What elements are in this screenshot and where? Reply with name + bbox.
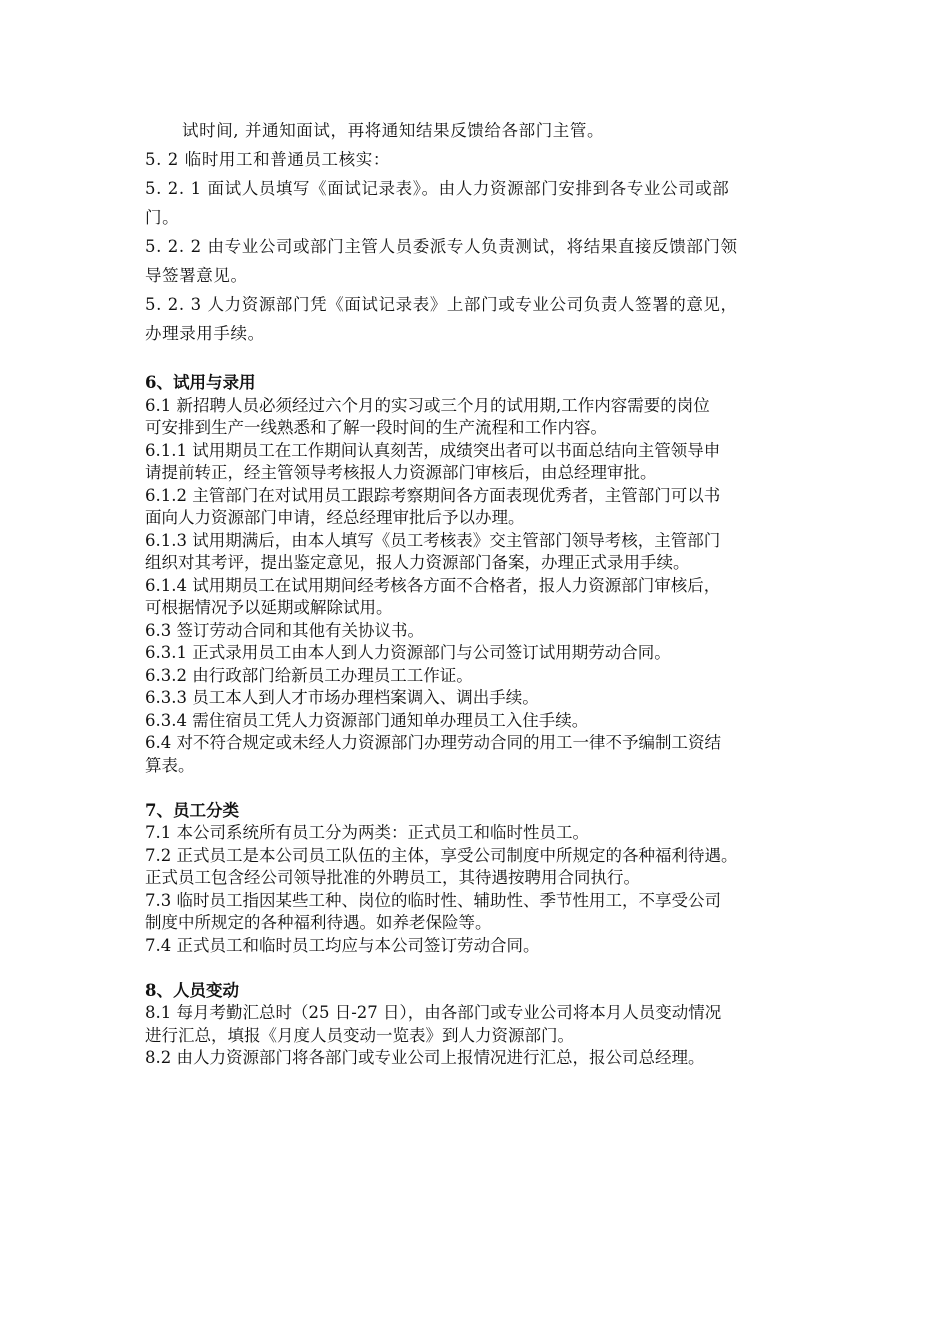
paragraph-5-1-tail: 试时间, 并通知面试，再将通知结果反馈给各部门主管。	[182, 121, 605, 140]
item-line: 6.1 新招聘人员必须经过六个月的实习或三个月的试用期,工作内容需要的岗位	[145, 395, 710, 415]
paragraph-line: 办理录用手续。	[145, 324, 265, 343]
item-7-1: 7.1 本公司系统所有员工分为两类：正式员工和临时性员工。	[145, 823, 589, 842]
paragraph-line: 导签署意见。	[145, 266, 248, 285]
item-6-4	[145, 732, 825, 777]
section-6-heading: 6、试用与录用	[145, 373, 256, 392]
paragraph-5-2-3	[145, 290, 825, 348]
item-line: 进行汇总，填报《月度人员变动一览表》到人力资源部门。	[145, 1025, 574, 1045]
item-line: 可根据情况予以延期或解除试用。	[145, 598, 393, 617]
item-line: 6.1.4 试用期员工在试用期间经考核各方面不合格者，报人力资源部门审核后，	[145, 575, 721, 595]
section-8	[145, 980, 825, 1070]
item-6-1-3	[145, 530, 825, 575]
item-line: 请提前转正，经主管领导考核报人力资源部门审核后，由总经理审批。	[145, 463, 657, 482]
paragraph-line: 5. 2. 1 面试人员填写《面试记录表》。由人力资源部门安排到各专业公司或部	[145, 179, 730, 198]
heading-5-2: 5. 2 临时用工和普通员工核实：	[145, 150, 390, 169]
section-7	[145, 800, 825, 958]
item-7-3	[145, 890, 825, 935]
section-6	[145, 372, 825, 777]
item-line: 6.1.1 试用期员工在工作期间认真刻苦，成绩突出者可以书面总结向主管领导申	[145, 440, 721, 460]
item-line: 可安排到生产一线熟悉和了解一段时间的生产流程和工作内容。	[145, 418, 607, 437]
item-7-2	[145, 845, 825, 890]
item-8-1	[145, 1002, 825, 1047]
item-6-3: 6.3 签订劳动合同和其他有关协议书。	[145, 620, 424, 640]
main-content	[145, 372, 825, 1092]
item-6-3-1: 6.3.1 正式录用员工由本人到人力资源部门与公司签订试用期劳动合同。	[145, 643, 671, 662]
item-line: 组织对其考评，提出鉴定意见，报人力资源部门备案，办理正式录用手续。	[145, 553, 690, 572]
item-6-1	[145, 395, 825, 440]
item-6-3-2: 6.3.2 由行政部门给新员工办理员工工作证。	[145, 665, 473, 685]
paragraph-5-2-2	[145, 232, 825, 290]
item-line: 6.4 对不符合规定或未经人力资源部门办理劳动合同的用工一律不予编制工资结	[145, 733, 721, 752]
item-line: 7.2 正式员工是本公司员工队伍的主体，享受公司制度中所规定的各种福利待遇。	[145, 845, 738, 865]
item-line: 8.1 每月考勤汇总时（25 日-27 日），由各部门或专业公司将本月人员变动情况	[145, 1003, 722, 1022]
paragraph-5-2-1	[145, 174, 825, 232]
item-6-3-3: 6.3.3 员工本人到人才市场办理档案调入、调出手续。	[145, 688, 539, 707]
item-7-4: 7.4 正式员工和临时员工均应与本公司签订劳动合同。	[145, 935, 540, 955]
item-6-1-1	[145, 440, 825, 485]
item-line: 6.1.2 主管部门在对试用员工跟踪考察期间各方面表现优秀者，主管部门可以书	[145, 485, 721, 505]
item-6-3-4: 6.3.4 需住宿员工凭人力资源部门通知单办理员工入住手续。	[145, 710, 589, 730]
item-line: 正式员工包含经公司领导批准的外聘员工，其待遇按聘用合同执行。	[145, 868, 640, 887]
item-line: 面向人力资源部门申请，经总经理审批后予以办理。	[145, 508, 525, 527]
section-8-heading: 8、人员变动	[145, 980, 239, 1000]
item-line: 算表。	[145, 755, 195, 775]
paragraph-line: 门。	[145, 208, 180, 227]
item-line: 6.1.3 试用期满后，由本人填写《员工考核表》交主管部门领导考核，主管部门	[145, 530, 721, 550]
item-6-1-2	[145, 485, 825, 530]
item-8-2: 8.2 由人力资源部门将各部门或专业公司上报情况进行汇总，报公司总经理。	[145, 1048, 705, 1067]
item-line: 7.3 临时员工指因某些工种、岗位的临时性、辅助性、季节性用工，不享受公司	[145, 890, 721, 910]
item-line: 制度中所规定的各种福利待遇。如养老保险等。	[145, 913, 492, 932]
paragraph-line: 5. 2. 2 由专业公司或部门主管人员委派专人负责测试，将结果直接反馈部门领	[145, 237, 738, 256]
item-6-1-4	[145, 575, 825, 620]
section-5-continuation	[145, 116, 825, 348]
section-7-heading: 7、员工分类	[145, 800, 239, 820]
paragraph-line: 5. 2. 3 人力资源部门凭《面试记录表》上部门或专业公司负责人签署的意见，	[145, 295, 738, 314]
